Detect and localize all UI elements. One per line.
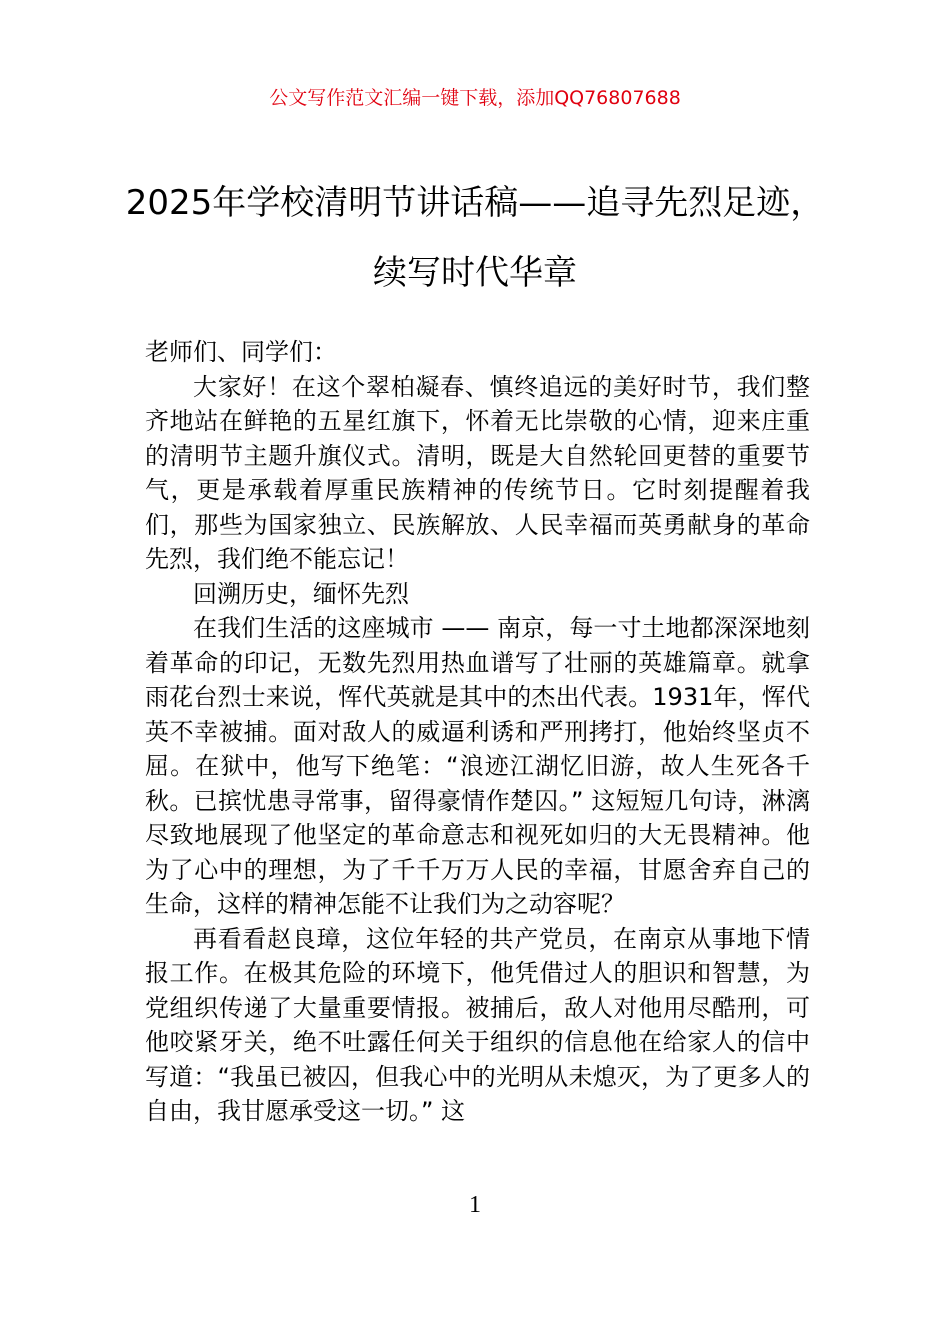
section-heading: 回溯历史，缅怀先烈 [193,579,409,608]
document-body [145,335,810,1129]
paragraph-greeting: 大家好！在这个翠柏凝春、慎终追远的美好时节，我们整齐地站在鲜艳的五星红旗下，怀着无比崇敬的心情，迎来庄重的清明节主题升旗仪式。清明，既是大自然轮回更替的重要节气，更是承载着厚重民族精神的传统节日。它时刻提醒着我们，那些为国家独立、民族解放、人民幸福而英勇献身的革命先烈，我们绝不能忘记！ [145,372,810,573]
salutation: 老师们、同学们： [145,338,337,366]
paragraph-yun-daiying: 在我们生活的这座城市 —— 南京，每一寸土地都深深地刻着革命的印记，无数先烈用热血谱写了壮丽的英雄篇章。就拿雨花台烈士来说，恽代英就是其中的杰出代表。1931年，恽代英不幸被捕。面对敌人的威逼利诱和严刑拷打，他始终坚贞不屈。在狱中，他写下绝笔：“浪迹江湖忆旧游，故人生死各千秋。已摈忧患寻常事，留得豪情作楚囚。” 这短短几句诗，淋漓尽致地展现了他坚定的革命意志和视死如归的大无畏精神。他为了心中的理想，为了千千万万人民的幸福，甘愿舍弃自己的生命，这样的精神怎能不让我们为之动容呢？ [145,614,810,918]
header-download-note: 公文写作范文汇编一键下载，添加QQ76807688 [269,87,681,109]
document-title: 2025年学校清明节讲话稿——追寻先烈足迹，续写时代华章 [125,183,825,293]
page-number: 1 [469,1192,481,1218]
paragraph-zhao-liangzhang: 再看看赵良璋，这位年轻的共产党员，在南京从事地下情报工作。在极其危险的环境下，他凭借过人的胆识和智慧，为党组织传递了大量重要情报。被捕后，敌人对他用尽酷刑，可他咬紧牙关，绝不吐露任何关于组织的信息他在给家人的信中写道：“我虽已被囚，但我心中的光明从未熄灭，为了更多人的自由，我甘愿承受这一切。” 这 [145,924,810,1125]
